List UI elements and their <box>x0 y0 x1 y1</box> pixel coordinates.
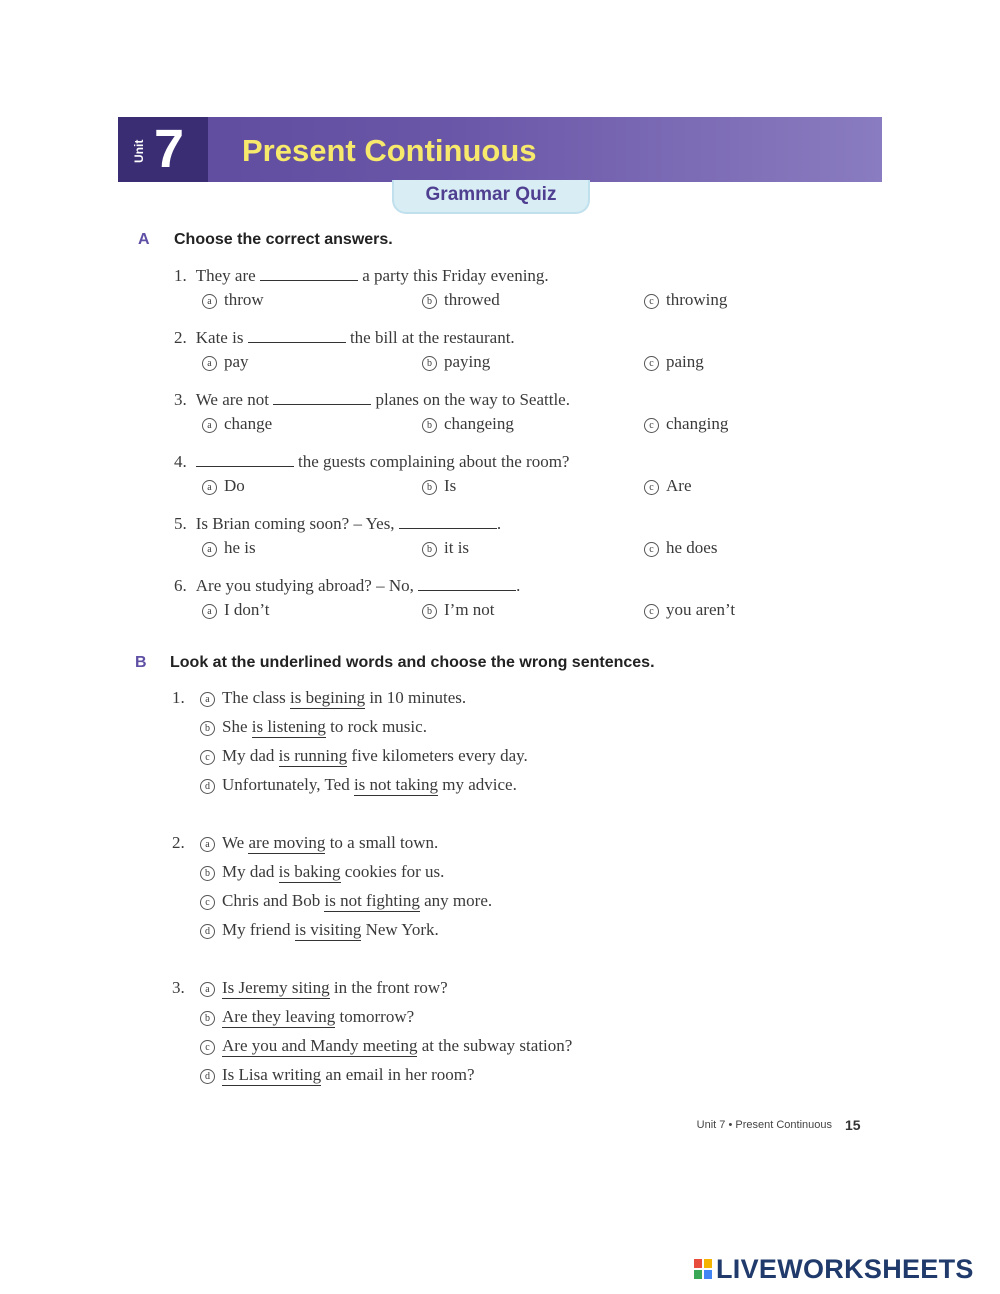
sentence-text: We <box>222 833 249 852</box>
option-letter-icon: d <box>200 1069 215 1084</box>
option-text: change <box>224 414 273 433</box>
option-text: throwing <box>666 290 728 309</box>
option-text: throw <box>224 290 264 309</box>
sentence-text: She <box>222 717 252 736</box>
section-b-letter: B <box>135 654 147 671</box>
grammar-quiz-tab: Grammar Quiz <box>392 180 590 214</box>
answer-blank[interactable] <box>196 452 294 467</box>
option-b[interactable] <box>422 352 490 372</box>
sentence-option-a[interactable] <box>200 978 448 998</box>
option-a[interactable] <box>202 290 264 310</box>
question-stem <box>174 452 569 472</box>
unit-block <box>118 117 208 182</box>
question-a-3 <box>174 390 874 452</box>
option-letter-icon: c <box>644 604 659 619</box>
sentence-text: five kilometers every day. <box>347 746 528 765</box>
sentence-text: my advice. <box>438 775 517 794</box>
question-stem <box>174 328 515 348</box>
option-c[interactable] <box>644 414 728 434</box>
option-c[interactable] <box>644 538 717 558</box>
sentence-text: Unfortunately, Ted <box>222 775 354 794</box>
sentence-text: My dad <box>222 862 279 881</box>
sentence-text: to a small town. <box>325 833 439 852</box>
footer-label: Unit 7 • Present Continuous <box>696 1119 832 1131</box>
option-letter-icon: a <box>202 480 217 495</box>
option-letter-icon: c <box>200 1040 215 1055</box>
sentence-text: cookies for us. <box>340 862 445 881</box>
underlined-words: Are they leaving <box>222 1007 336 1026</box>
option-text: he does <box>666 538 718 557</box>
option-text: Do <box>224 476 245 495</box>
option-letter-icon: c <box>644 542 659 557</box>
stem-after: a party this Friday evening. <box>362 266 549 285</box>
logo-text: LIVEWORKSHEETS <box>716 1253 974 1284</box>
option-letter-icon: a <box>200 982 215 997</box>
answer-blank[interactable] <box>399 514 497 529</box>
option-letter-icon: b <box>422 356 437 371</box>
logo-square <box>704 1259 712 1268</box>
option-letter-icon: b <box>422 418 437 433</box>
unit-number: 7 <box>154 119 185 179</box>
answer-blank[interactable] <box>273 390 371 405</box>
stem-before: They are <box>195 266 256 285</box>
option-letter-icon: b <box>422 542 437 557</box>
option-letter-icon: a <box>202 418 217 433</box>
section-b-instruction: Look at the underlined words and choose the wrong sentences. <box>170 654 655 671</box>
option-text: pay <box>224 352 249 371</box>
sentence-option-c[interactable] <box>200 746 528 766</box>
question-stem <box>174 514 501 534</box>
answer-blank[interactable] <box>248 328 346 343</box>
sentence-text: tomorrow? <box>335 1007 415 1026</box>
sentence-option-c[interactable] <box>200 891 492 911</box>
option-c[interactable] <box>644 600 735 620</box>
question-stem <box>174 266 549 286</box>
logo-square <box>704 1270 712 1279</box>
option-letter-icon: c <box>644 356 659 371</box>
option-letter-icon: a <box>202 542 217 557</box>
option-b[interactable] <box>422 414 514 434</box>
option-text: I’m not <box>444 600 495 619</box>
option-text: changing <box>666 414 729 433</box>
option-letter-icon: b <box>422 604 437 619</box>
stem-after: planes on the way to Seattle. <box>375 390 570 409</box>
option-c[interactable] <box>644 352 704 372</box>
question-a-2 <box>174 328 874 390</box>
sentence-option-b[interactable] <box>200 862 444 882</box>
underlined-words: is listening <box>251 717 326 736</box>
underlined-words: Is Jeremy siting <box>222 978 330 997</box>
option-letter-icon: b <box>200 1011 215 1026</box>
stem-after: . <box>496 514 502 533</box>
logo-mark-icon <box>694 1259 712 1279</box>
option-letter-icon: c <box>644 480 659 495</box>
sentence-text: at the subway station? <box>417 1036 573 1055</box>
underlined-words: is begining <box>289 688 366 707</box>
option-letter-icon: a <box>200 692 215 707</box>
option-text: throwed <box>444 290 500 309</box>
underlined-words: is baking <box>278 862 341 881</box>
option-text: Are <box>666 476 692 495</box>
sentence-text: any more. <box>419 891 493 910</box>
option-b[interactable] <box>422 476 456 496</box>
question-a-6 <box>174 576 874 638</box>
sentence-text: New York. <box>361 920 439 939</box>
sentence-option-d[interactable] <box>200 920 439 940</box>
liveworksheets-logo <box>694 1252 974 1286</box>
option-c[interactable] <box>644 476 691 496</box>
sentence-text: The class <box>222 688 290 707</box>
answer-blank[interactable] <box>418 576 516 591</box>
option-letter-icon: b <box>200 721 215 736</box>
sentence-option-a[interactable] <box>200 688 466 708</box>
option-text: it is <box>444 538 470 557</box>
stem-before: Kate is <box>195 328 244 347</box>
option-c[interactable] <box>644 290 727 310</box>
question-number: 6. <box>174 576 187 595</box>
underlined-words: is running <box>278 746 348 765</box>
stem-after: . <box>516 576 521 595</box>
option-letter-icon: c <box>644 294 659 309</box>
sentence-text: My friend <box>222 920 295 939</box>
sentence-option-d[interactable] <box>200 1065 475 1085</box>
question-number: 1. <box>174 266 187 285</box>
option-text: I don’t <box>224 600 270 619</box>
option-letter-icon: a <box>200 837 215 852</box>
section-a-instruction: Choose the correct answers. <box>174 231 393 248</box>
page-number: 15 <box>845 1117 861 1133</box>
sentence-text: in the front row? <box>329 978 448 997</box>
sentence-option-b[interactable] <box>200 717 427 737</box>
option-text: paying <box>444 352 491 371</box>
option-letter-icon: b <box>200 866 215 881</box>
option-letter-icon: a <box>202 294 217 309</box>
option-b[interactable] <box>422 600 495 620</box>
unit-banner <box>118 117 882 182</box>
question-number: 2. <box>172 833 185 852</box>
stem-before: Are you studying abroad? – No, <box>195 576 414 595</box>
option-letter-icon: c <box>200 895 215 910</box>
option-b[interactable] <box>422 538 469 558</box>
option-a[interactable] <box>202 414 272 434</box>
sentence-text: to rock music. <box>325 717 427 736</box>
option-a[interactable] <box>202 538 256 558</box>
sentence-option-b[interactable] <box>200 1007 414 1027</box>
stem-after: the bill at the restaurant. <box>349 328 515 347</box>
option-a[interactable] <box>202 476 245 496</box>
logo-square <box>694 1270 702 1279</box>
option-text: he is <box>224 538 256 557</box>
question-number: 5. <box>174 514 187 533</box>
sentence-text: Chris and Bob <box>222 891 325 910</box>
option-text: Is <box>444 476 457 495</box>
sentence-text: in 10 minutes. <box>365 688 467 707</box>
stem-before: Is Brian coming soon? – Yes, <box>195 514 395 533</box>
option-text: you aren’t <box>666 600 736 619</box>
question-number: 4. <box>174 452 187 471</box>
option-letter-icon: c <box>644 418 659 433</box>
answer-blank[interactable] <box>260 266 358 281</box>
question-number: 1. <box>172 688 185 707</box>
option-a[interactable] <box>202 352 249 372</box>
unit-word: Unit <box>132 139 146 163</box>
logo-square <box>694 1259 702 1268</box>
stem-after: the guests complaining about the room? <box>298 452 570 471</box>
option-letter-icon: a <box>202 356 217 371</box>
option-letter-icon: d <box>200 779 215 794</box>
sentence-option-c[interactable] <box>200 1036 572 1056</box>
stem-before: We are not <box>195 390 269 409</box>
option-letter-icon: b <box>422 480 437 495</box>
question-stem <box>174 576 520 596</box>
option-letter-icon: b <box>422 294 437 309</box>
question-a-5 <box>174 514 874 576</box>
question-stem <box>174 390 570 410</box>
underlined-words: is not fighting <box>324 891 420 910</box>
sentence-option-d[interactable] <box>200 775 517 795</box>
sentence-option-a[interactable] <box>200 833 438 853</box>
option-letter-icon: a <box>202 604 217 619</box>
sentence-text: an email in her room? <box>321 1065 475 1084</box>
question-number: 3. <box>172 978 185 997</box>
option-text: paing <box>666 352 704 371</box>
underlined-words: Are you and Mandy meeting <box>222 1036 418 1055</box>
underlined-words: is not taking <box>353 775 439 794</box>
question-number: 2. <box>174 328 187 347</box>
underlined-words: Is Lisa writing <box>222 1065 322 1084</box>
underlined-words: is visiting <box>294 920 362 939</box>
option-text: changeing <box>444 414 514 433</box>
option-letter-icon: c <box>200 750 215 765</box>
question-number: 3. <box>174 390 187 409</box>
option-letter-icon: d <box>200 924 215 939</box>
sentence-text: My dad <box>222 746 279 765</box>
underlined-words: are moving <box>248 833 326 852</box>
option-a[interactable] <box>202 600 270 620</box>
option-b[interactable] <box>422 290 500 310</box>
section-a-letter: A <box>138 231 150 248</box>
page-title: Present Continuous <box>242 133 537 168</box>
question-a-4 <box>174 452 874 514</box>
question-a-1 <box>174 266 874 328</box>
